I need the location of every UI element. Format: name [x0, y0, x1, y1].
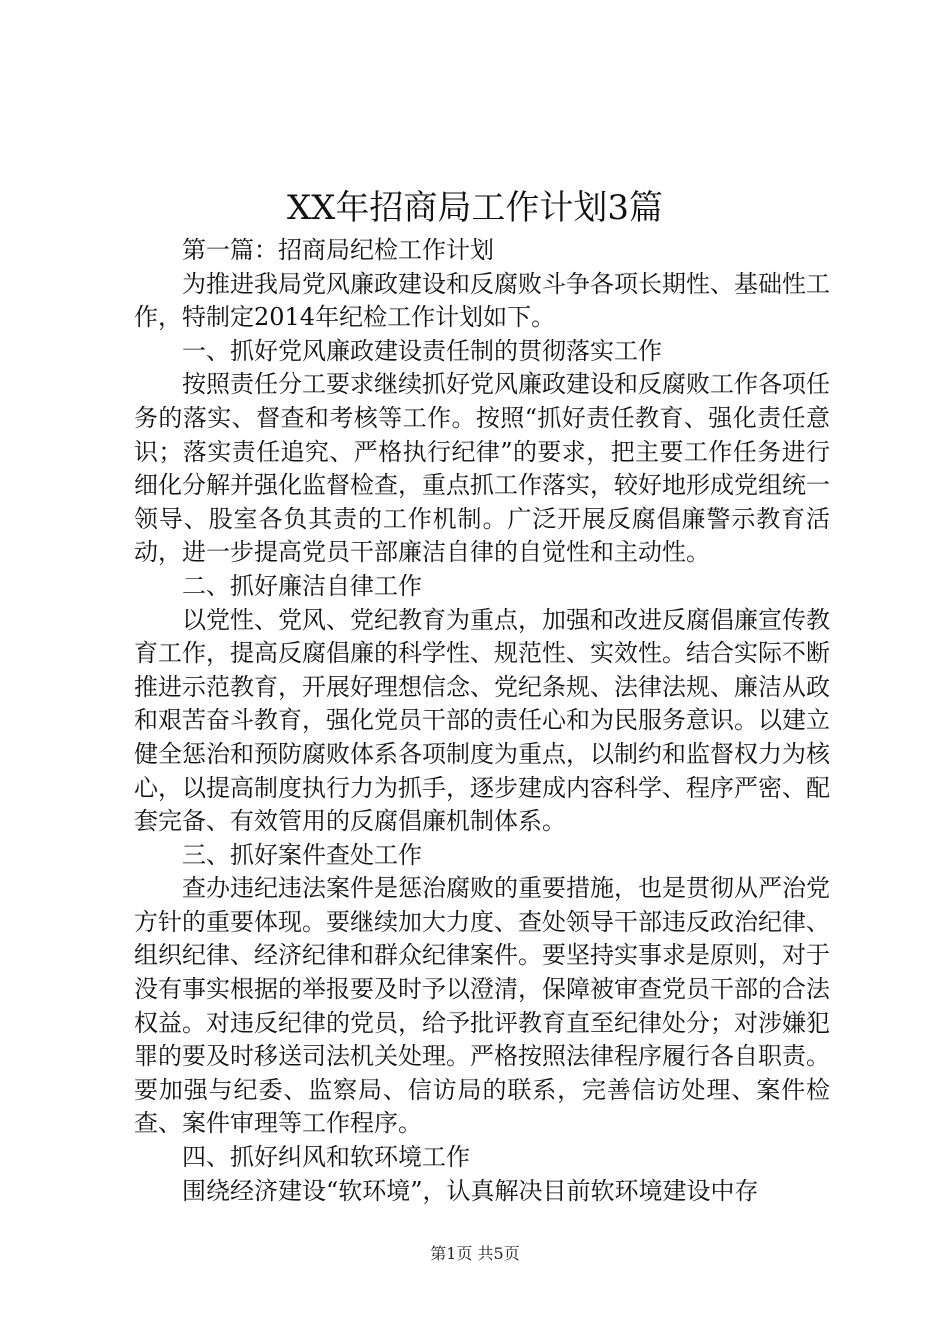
section-heading: 四、抓好纠风和软环境工作	[182, 1143, 470, 1172]
section-heading: 第一篇：招商局纪检工作计划	[182, 236, 494, 264]
body-paragraph: 围绕经济建设“软环境”，认真解决目前软环境建设中存	[182, 1176, 759, 1205]
section-heading: 二、抓好廉洁自律工作	[182, 571, 422, 600]
body-paragraph: 查办违纪违法案件是惩治腐败的重要措施，也是贯彻从严治党方针的重要体现。要继续加大力度、查处领导干部违反政治纪律、组织纪律、经济纪律和群众纪律案件。要坚持实事求是原则，对于没有事实根据的举报要及时予以澄清，保障被审查党员干部的合法权益。对违反纪律的党员，给予批评教育直至纪律处分；对涉嫌犯罪的要及时移送司法机关处理。严格按照法律程序履行各自职责。要加强与纪委、监察局、信访局的联系，完善信访处理、案件检查、案件审理等工作程序。	[134, 874, 830, 1138]
section-heading: 三、抓好案件查处工作	[182, 840, 422, 869]
body-paragraph: 按照责任分工要求继续抓好党风廉政建设和反腐败工作各项任务的落实、督查和考核等工作。按照“抓好责任教育、强化责任意识；落实责任追究、严格执行纪律”的要求，把主要工作任务进行细化分解并强化监督检查，重点抓工作落实，较好地形成党组统一领导、股室各负其责的工作机制。广泛开展反腐倡廉警示教育活动，进一步提高党员干部廉洁自律的自觉性和主动性。	[134, 370, 830, 567]
body-paragraph: 以党性、党风、党纪教育为重点，加强和改进反腐倡廉宣传教育工作，提高反腐倡廉的科学性、规范性、实效性。结合实际不断推进示范教育，开展好理想信念、党纪条规、法律法规、廉洁从政和艰苦奋斗教育，强化党员干部的责任心和为民服务意识。以建立健全惩治和预防腐败体系各项制度为重点，以制约和监督权力为核心，以提高制度执行力为抓手，逐步建成内容科学、程序严密、配套完备、有效管用的反腐倡廉机制体系。	[134, 605, 830, 836]
section-heading: 一、抓好党风廉政建设责任制的贯彻落实工作	[182, 336, 662, 365]
document-title: XX年招商局工作计划3篇	[286, 188, 664, 228]
page-number-footer: 第1页 共5页	[430, 1244, 520, 1263]
document-body	[134, 234, 830, 1208]
body-paragraph: 为推进我局党风廉政建设和反腐败斗争各项长期性、基础性工作，特制定2014年纪检工作计划如下。	[134, 269, 830, 332]
